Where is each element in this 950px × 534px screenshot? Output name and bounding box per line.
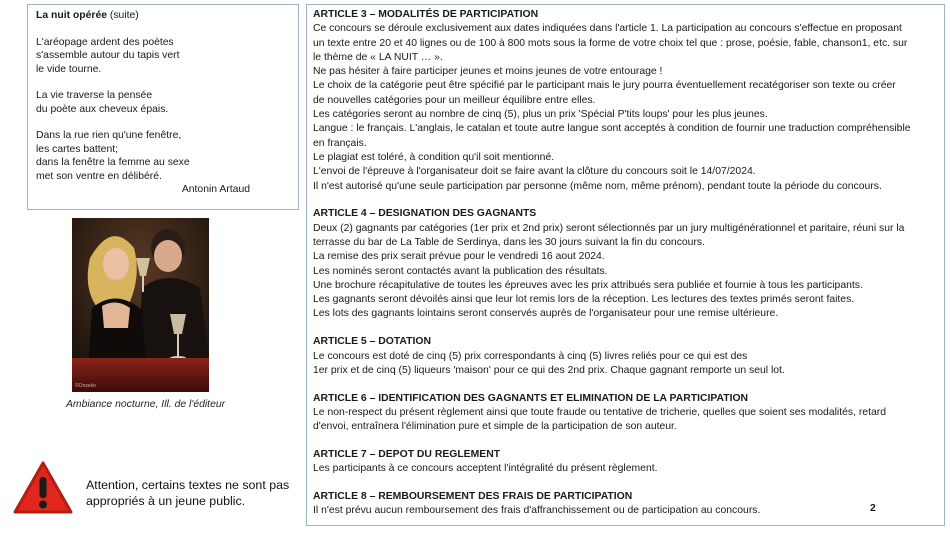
article-line: Le non-respect du présent règlement ainsi que toute fraude ou tentative de tricherie, quelles que soient ses modalités, retard — [313, 406, 886, 418]
article-line: Les participants à ce concours acceptent l'intégralité du présent règlement. — [313, 463, 658, 475]
article-title: ARTICLE 7 – DEPOT DU REGLEMENT — [313, 449, 501, 461]
article-line: le thème de « LA NUIT … ». — [313, 51, 443, 63]
poem-line: La vie traverse la pensée — [36, 90, 153, 101]
rules-box — [306, 4, 945, 526]
article-line: Les lots des gagnants lointains seront conservés auprès de l'organisateur pour une remise ultérieure. — [313, 308, 779, 320]
poem-line: du poète aux cheveux épais. — [36, 103, 169, 115]
article — [313, 8, 938, 194]
article-line: Il n'est prévu aucun remboursement des frais d'affranchissement ou de participation au concours. — [313, 505, 761, 517]
article-title: ARTICLE 8 – REMBOURSEMENT DES FRAIS DE PARTICIPATION — [313, 491, 633, 503]
poem-line: les cartes battent; — [36, 143, 119, 155]
poem-title-line — [36, 9, 290, 23]
poem-stanza — [36, 89, 290, 116]
article-line: terrasse du bar de La Table de Serdinya, dans les 30 jours suivant la fin du concours. — [313, 236, 706, 248]
warning-icon — [12, 460, 74, 516]
article-line: en français. — [313, 137, 367, 149]
warning-text: Attention, certains textes ne sont pas appropriés à un jeune public. — [86, 478, 290, 508]
article-title: ARTICLE 5 – DOTATION — [313, 336, 431, 348]
poem-line: L'aréopage ardent des poètes — [36, 36, 174, 48]
article — [313, 207, 938, 321]
article-title: ARTICLE 6 – IDENTIFICATION DES GAGNANTS ET ELIMINATION DE LA PARTICIPATION — [313, 392, 749, 404]
poem-box — [27, 4, 299, 210]
article-line: d'envoi, entraînera l'élimination pure et simple de la participation de son auteur. — [313, 421, 677, 433]
article-line: La remise des prix serait prévue pour le vendredi 16 aout 2024. — [313, 251, 605, 263]
illustration-photo — [72, 218, 209, 392]
poem-author: Antonin Artaud — [181, 184, 250, 195]
article-line: Langue : le français. L'anglais, le catalan et toute autre langue sont acceptés à condition de fournir une traduction compréhensible — [313, 123, 911, 135]
article-line: Les nominés seront contactés avant la publication des résultats. — [313, 265, 608, 277]
photo-watermark: ©Onzeko — [75, 383, 96, 389]
poem-stanzas — [36, 36, 290, 184]
poem-line: met son ventre en délibéré. — [36, 170, 162, 182]
article-line: de nouvelles catégories pour un meilleur équilibre entre elles. — [313, 94, 596, 106]
poem-line: s'assemble autour du tapis vert — [36, 50, 180, 61]
poem-stanza — [36, 36, 290, 77]
poem-stanza — [36, 129, 290, 183]
page-number: 2 — [870, 503, 876, 514]
article-line: un texte entre 20 et 40 lignes ou de 100 à 800 mots sous la forme de votre choix tel que : prose, poésie, fable, chanson1, etc. sur — [313, 37, 908, 49]
poem-line: Dans la rue rien qu'une fenêtre, — [36, 130, 182, 141]
nightlife-illustration — [72, 218, 209, 392]
poem-subtitle: (suite) — [107, 10, 139, 21]
article — [313, 490, 938, 519]
article-title: ARTICLE 3 – MODALITÉS DE PARTICIPATION — [313, 9, 539, 20]
article-line: Une brochure récapitulative de toutes les épreuves avec les prix attribués sera publiée et fournie à tous les participants. — [313, 279, 863, 291]
poem-line: le vide tourne. — [36, 63, 102, 75]
illustration-caption: Ambiance nocturne, Ill. de l'éditeur — [66, 399, 226, 410]
article — [313, 448, 938, 477]
article-line: Il n'est autorisé qu'une seule participation par personne (même nom, même prénom), pendant toute la période du concours. — [313, 180, 882, 192]
article-line: L'envoi de l'épreuve à l'organisateur doit se faire avant la clôture du concours soit le 14/07/2024. — [313, 166, 756, 178]
article-line: Les gagnants seront dévoilés ainsi que leur lot remis lors de la réception. Les lectures des textes primés seront faites. — [313, 294, 855, 306]
article-line: Les catégories seront au nombre de cinq (5), plus un prix 'Spécial P'tits loups' pour les plus jeunes. — [313, 109, 768, 121]
poem-line: dans la fenêtre la femme au sexe — [36, 157, 190, 168]
article — [313, 335, 938, 378]
article — [313, 392, 938, 435]
article-line: 1er prix et de cinq (5) liqueurs 'maison' pour ce qui des 2nd prix. Chaque gagnant remporte un seul lot. — [313, 364, 785, 376]
article-line: Le plagiat est toléré, à condition qu'il soit mentionné. — [313, 151, 555, 163]
article-line: Ce concours se déroule exclusivement aux dates indiquées dans l'article 1. La participation au concours s'effectue en proposant — [313, 23, 902, 35]
article-line: Ne pas hésiter à faire participer jeunes et moins jeunes de votre entourage ! — [313, 66, 663, 78]
articles-list — [313, 8, 938, 519]
poem-title: La nuit opérée — [36, 10, 108, 21]
article-line: Le choix de la catégorie peut être spécifié par le participant mais le jury pourra éventuellement recatégoriser son texte ou créer — [313, 80, 896, 92]
article-title: ARTICLE 4 – DESIGNATION DES GAGNANTS — [313, 208, 537, 220]
article-line: Le concours est doté de cinq (5) prix correspondants à cinq (5) livres reliés pour ce qui est des — [313, 350, 748, 362]
article-line: Deux (2) gagnants par catégories (1er prix et 2nd prix) seront sélectionnés par un jury multigénérationnel et paritaire, réuni sur la — [313, 222, 905, 234]
